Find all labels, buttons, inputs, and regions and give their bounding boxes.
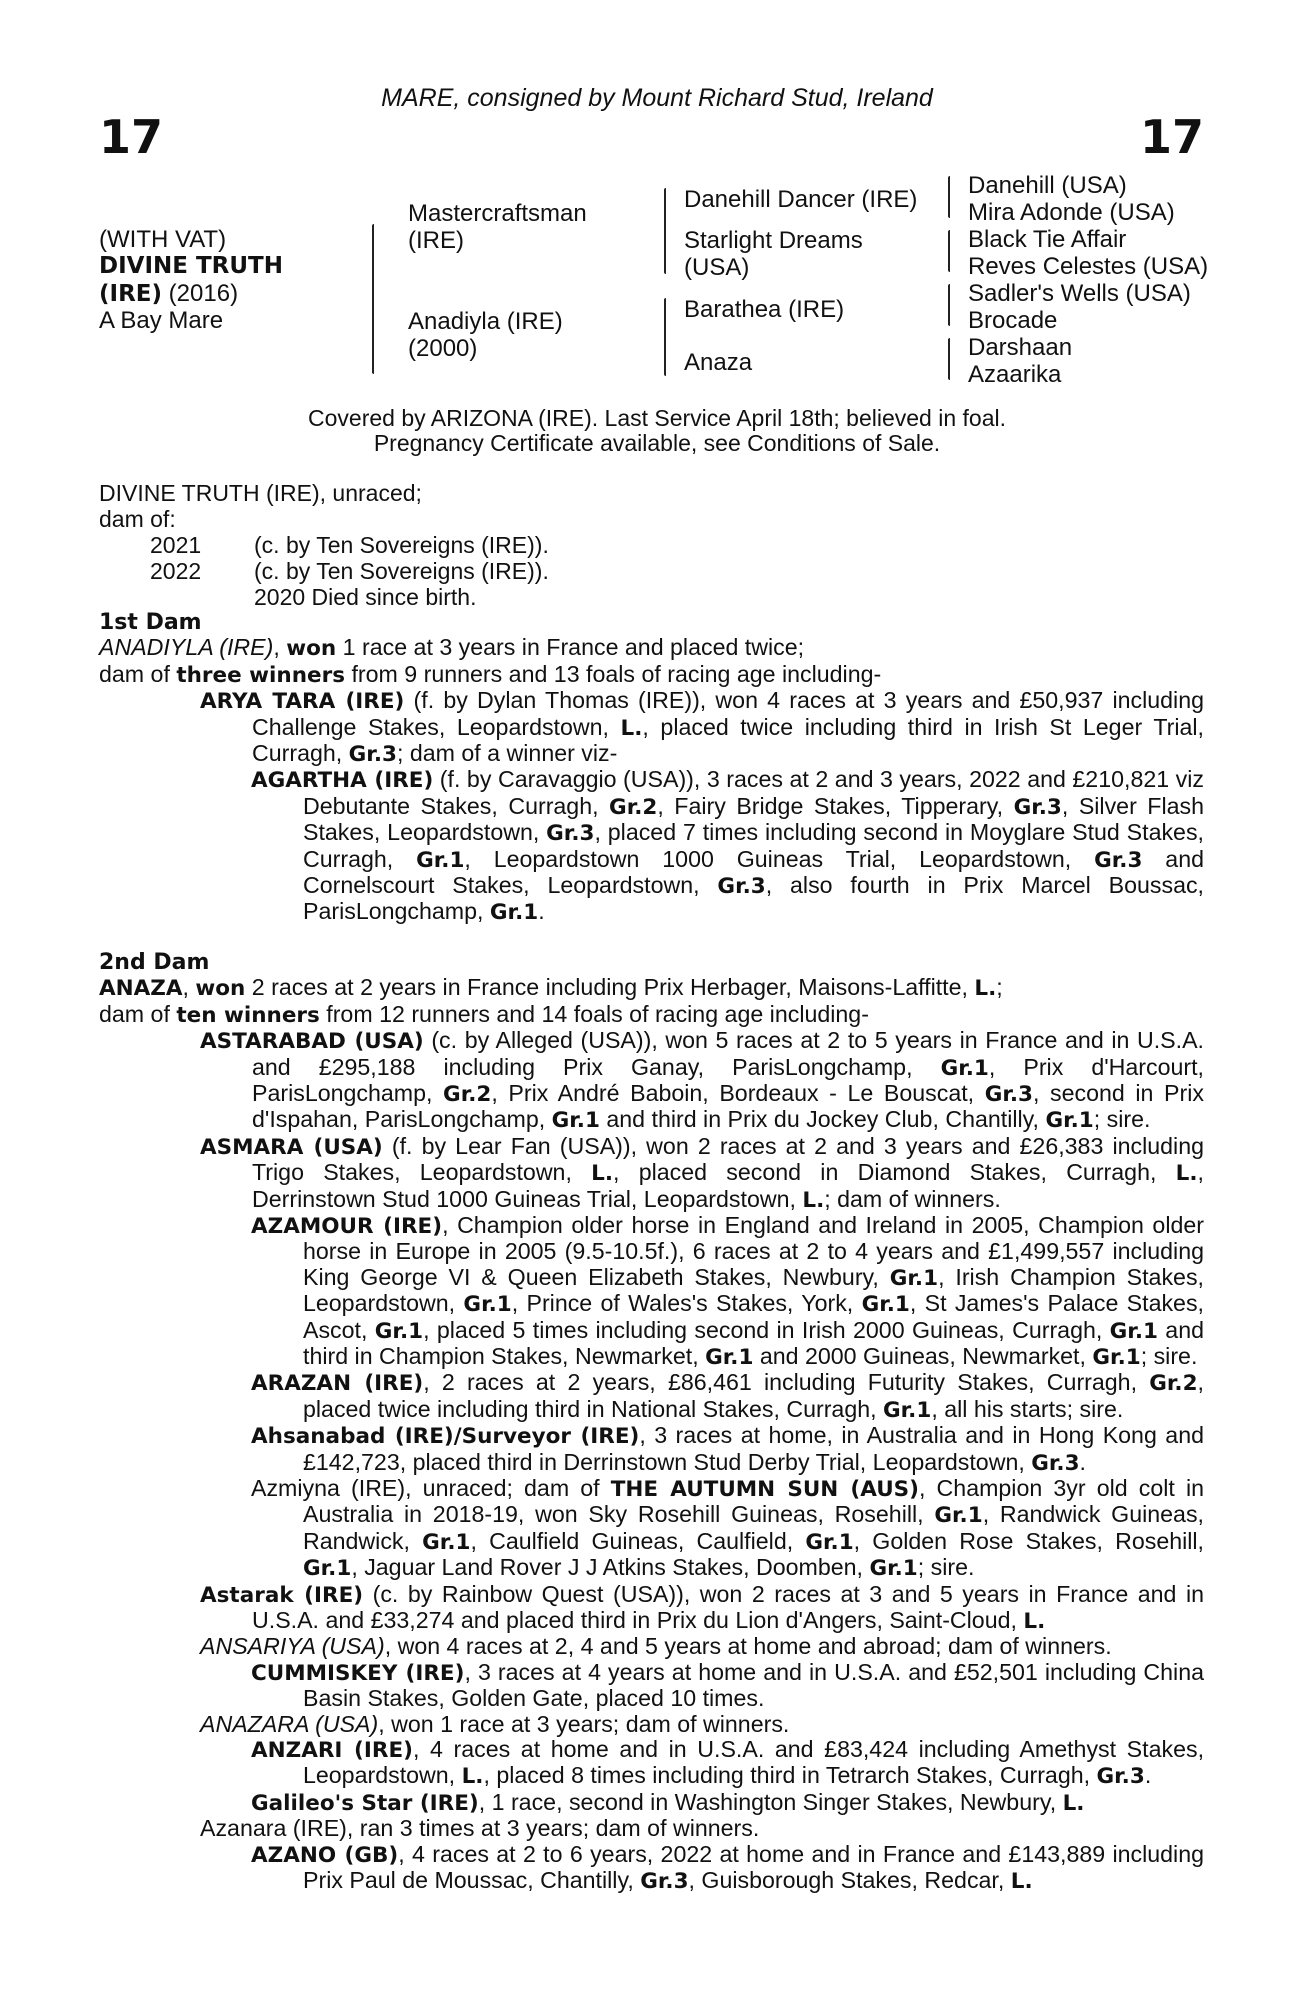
dam-sire: Barathea (IRE) xyxy=(684,296,845,323)
text: . xyxy=(1144,1762,1152,1789)
text: from 12 runners and 14 foals of racing age including- xyxy=(319,1000,869,1027)
text: (c. by Alleged (USA)), won 5 races at 2 to 5 years in France and in U.S.A. and £295,188 including Prix Ganay, ParisLongchamp, xyxy=(252,1027,1204,1080)
bold-text: L. xyxy=(802,1187,825,1213)
text: ; sire. xyxy=(917,1554,975,1581)
produce-damof: dam of: xyxy=(99,506,176,532)
produce-text: 2020 Died since birth. xyxy=(254,584,477,610)
bold-text: three winners xyxy=(176,662,346,688)
pedigree-entry xyxy=(99,1737,1204,1790)
bold-text: Gr.1 xyxy=(1092,1344,1141,1370)
text: , Jaguar Land Rover J J Atkins Stakes, Doomben, xyxy=(351,1554,870,1581)
bold-text: Gr.2 xyxy=(609,794,658,820)
text: ; dam of a winner viz- xyxy=(396,740,618,767)
text: , 2 races at 2 years, £86,461 including Futurity Stakes, Curragh, xyxy=(423,1369,1150,1396)
second-dam-body xyxy=(99,975,1204,1894)
bold-text: Gr.1 xyxy=(940,1055,989,1081)
text: , also fourth in Prix Marcel Boussac, ParisLongchamp, xyxy=(303,872,1204,925)
text: , placed twice including third in Irish St Leger Trial, Curragh, xyxy=(252,713,1204,767)
bold-text: AGARTHA (IRE) xyxy=(251,768,434,794)
bold-text: ARYA TARA (IRE) xyxy=(200,689,405,715)
pedigree-entry xyxy=(99,1582,1204,1635)
horse-origin-year: (IRE) (2016) xyxy=(99,280,239,307)
text: , Prix André Baboin, Bordeaux - Le Bouscat, xyxy=(491,1079,985,1106)
text: 1 race at 3 years in France and placed twice; xyxy=(336,634,805,661)
bold-text: Gr.1 xyxy=(463,1292,512,1318)
produce-row xyxy=(150,532,549,558)
bold-text: AZAMOUR (IRE) xyxy=(251,1213,443,1239)
brace-main xyxy=(372,224,374,374)
text: , Champion older horse in England and Ireland in 2005, Champion older horse in Europe in 2005 (9.5-10.5f.), 6 races at 2 to 4 years and £1,499,557 including King George VI & Queen Elizabeth Stakes, Newbury, xyxy=(303,1211,1204,1290)
text: ; sire. xyxy=(1140,1342,1198,1369)
text: , won 4 races at 2, 4 and 5 years at home and abroad; dam of winners. xyxy=(384,1633,1112,1660)
brace-dam xyxy=(664,298,666,376)
text: , 4 races at 2 to 6 years, 2022 at home and in France and £143,889 including Prix Paul de Moussac, Chantilly, xyxy=(303,1840,1205,1894)
pedigree-entry xyxy=(99,1634,1204,1659)
pedigree-entry xyxy=(99,1712,1204,1737)
pedigree-entry xyxy=(99,1370,1204,1423)
text: , placed 5 times including second in Irish 2000 Guineas, Curragh, xyxy=(423,1316,1110,1343)
text: , xyxy=(273,634,287,661)
pedigree-entry xyxy=(99,688,1204,767)
bold-text: won xyxy=(195,976,246,1002)
text: , Caulfield Guineas, Caulfield, xyxy=(470,1527,806,1554)
text: , Champion 3yr old colt in Australia in 2018-19, won Sky Rosehill Guineas, Rosehill, xyxy=(303,1475,1204,1528)
pedigree-entry xyxy=(99,1134,1204,1213)
bold-text: Gr.3 xyxy=(1031,1450,1080,1476)
sire-origin: (IRE) xyxy=(408,227,464,254)
text: , Irish Champion Stakes, Leopardstown, xyxy=(303,1263,1204,1317)
pedigree-entry xyxy=(99,1790,1204,1816)
horse-vat: (WITH VAT) xyxy=(99,226,227,253)
produce-row xyxy=(150,584,549,610)
gen3-6: Brocade xyxy=(968,307,1058,334)
pedigree-entry xyxy=(99,1028,1204,1134)
produce-row xyxy=(150,558,549,584)
bold-text: Galileo's Star (IRE) xyxy=(251,1790,479,1816)
bold-text: THE AUTUMN SUN (AUS) xyxy=(610,1477,919,1502)
text: and third in Prix du Jockey Club, Chantilly, xyxy=(599,1106,1046,1133)
consignor-header: MARE, consigned by Mount Richard Stud, Ireland xyxy=(381,84,933,112)
bold-text: Astarak (IRE) xyxy=(200,1582,364,1608)
covered-line-2: Pregnancy Certificate available, see Conditions of Sale. xyxy=(373,430,941,456)
pedigree-entry xyxy=(99,635,1204,661)
pedigree-entry xyxy=(99,1660,1204,1712)
text: . xyxy=(1079,1448,1086,1475)
bold-text: Ahsanabad (IRE)/Surveyor (IRE) xyxy=(251,1424,640,1450)
dam-sections xyxy=(99,610,1204,1895)
pedigree-entry xyxy=(99,1842,1204,1895)
text: , 3 races at home, in Australia and in Hong Kong and £142,723, placed third in Derrinstown Stud Derby Trial, Leopardstown, xyxy=(303,1422,1204,1475)
bold-text: Gr.1 xyxy=(1045,1108,1094,1134)
pedigree-entry xyxy=(99,975,1204,1001)
horse-name: DIVINE TRUTH xyxy=(99,253,283,279)
bold-text: Gr.1 xyxy=(303,1556,352,1582)
bold-text: L. xyxy=(1175,1161,1198,1187)
pedigree-entry xyxy=(99,662,1204,688)
bold-text: ten winners xyxy=(176,1002,320,1028)
sire-dam: Starlight Dreams xyxy=(684,227,863,254)
dam-dam: Anaza xyxy=(684,349,753,376)
text: , Golden Rose Stakes, Rosehill, xyxy=(853,1527,1205,1554)
pedigree-entry xyxy=(99,1002,1204,1028)
produce-text: (c. by Ten Sovereigns (IRE)). xyxy=(254,558,549,584)
pedigree-entry xyxy=(99,1213,1204,1370)
bold-text: Gr.3 xyxy=(717,874,766,900)
bold-text: L. xyxy=(620,715,643,741)
brace-g3-1 xyxy=(948,176,950,218)
gen3-7: Darshaan xyxy=(968,334,1073,361)
text: , Leopardstown 1000 Guineas Trial, Leopardstown, xyxy=(464,845,1095,872)
bold-text: Gr.1 xyxy=(374,1318,424,1344)
dam-year: (2000) xyxy=(408,335,478,362)
text: ; xyxy=(996,974,1003,1001)
text: , placed second in Diamond Stakes, Curragh, xyxy=(613,1159,1176,1186)
pedigree-entry xyxy=(99,1423,1204,1476)
bold-text: Gr.2 xyxy=(1149,1371,1198,1397)
bold-text: won xyxy=(286,636,337,662)
text: (f. by Dylan Thomas (IRE)), won 4 races at 3 years and £50,937 including Challenge Stakes, Leopardstown, xyxy=(252,687,1204,740)
sire-dam-origin: (USA) xyxy=(684,254,750,281)
produce-list xyxy=(150,532,549,610)
sire-sire: Danehill Dancer (IRE) xyxy=(684,186,918,213)
text: , Fairy Bridge Stakes, Tipperary, xyxy=(657,792,1014,819)
bold-text: Gr.1 xyxy=(705,1344,754,1370)
text: ; sire. xyxy=(1093,1106,1151,1133)
gen3-1: Danehill (USA) xyxy=(968,172,1127,199)
brace-g3-2 xyxy=(948,230,950,272)
bold-text: Gr.1 xyxy=(889,1265,939,1291)
produce-text: (c. by Ten Sovereigns (IRE)). xyxy=(254,532,549,558)
text: from 9 runners and 13 foals of racing age including- xyxy=(345,660,882,687)
bold-text: ASMARA (USA) xyxy=(200,1134,383,1160)
text: , placed 8 times including third in Tetrarch Stakes, Curragh, xyxy=(483,1762,1097,1789)
text: , second in Prix d'Ispahan, ParisLongchamp, xyxy=(252,1079,1204,1133)
text: (f. by Caravaggio (USA)), 3 races at 2 and 3 years, 2022 and £210,821 viz Debutante Stakes, Curragh, xyxy=(303,766,1204,819)
text: , 3 races at 4 years at home and in U.S.A. and £52,501 including China Basin Stakes, Golden Gate, placed 10 times. xyxy=(303,1658,1205,1712)
bold-text: L. xyxy=(1023,1609,1046,1635)
bold-text: Gr.1 xyxy=(1109,1318,1158,1344)
bold-text: Gr.1 xyxy=(869,1556,918,1582)
bold-text: Gr.1 xyxy=(883,1397,932,1423)
bold-text: ANAZA xyxy=(99,976,183,1002)
text: (f. by Lear Fan (USA)), won 2 races at 2 and 3 years and £26,383 including Trigo Stakes, Leopardstown, xyxy=(252,1132,1204,1186)
text: Azmiyna (IRE), unraced; dam of xyxy=(251,1475,611,1501)
bold-text: Gr.3 xyxy=(984,1081,1034,1107)
first-dam-body xyxy=(99,635,1204,925)
text: and Cornelscourt Stakes, Leopardstown, xyxy=(303,845,1204,899)
italic-text: ANSARIYA (USA) xyxy=(200,1633,385,1660)
pedigree-entry xyxy=(99,1476,1204,1582)
first-dam-heading: 1st Dam xyxy=(99,610,202,635)
text: . xyxy=(538,898,545,925)
bold-text: L. xyxy=(1062,1790,1085,1816)
gen3-2: Mira Adonde (USA) xyxy=(968,199,1175,226)
bold-text: L. xyxy=(461,1764,484,1790)
text: , Prince of Wales's Stakes, York, xyxy=(511,1290,862,1317)
bold-text: Gr.1 xyxy=(934,1503,983,1529)
text: dam of xyxy=(99,660,177,687)
horse-description: A Bay Mare xyxy=(99,307,224,334)
bold-text: ARAZAN (IRE) xyxy=(251,1371,424,1397)
text: , St James's Palace Stakes, Ascot, xyxy=(303,1290,1204,1343)
text: , Derrinstown Stud 1000 Guineas Trial, Leopardstown, xyxy=(252,1159,1204,1212)
bold-text: Gr.3 xyxy=(546,821,595,847)
second-dam-heading: 2nd Dam xyxy=(99,949,210,975)
bold-text: Gr.1 xyxy=(489,900,539,926)
text: , Randwick Guineas, Randwick, xyxy=(303,1501,1204,1554)
text: (c. by Rainbow Quest (USA)), won 2 races at 3 and 5 years in France and in U.S.A. and £33,274 and placed third in Prix du Lion d'Angers, Saint-Cloud, xyxy=(252,1580,1204,1634)
bold-text: Gr.1 xyxy=(416,847,465,873)
produce-year: 2021 xyxy=(150,532,202,558)
text: and 2000 Guineas, Newmarket, xyxy=(753,1342,1093,1369)
produce-year: 2022 xyxy=(150,558,202,584)
bold-text: Gr.1 xyxy=(805,1529,854,1555)
text: , xyxy=(182,974,196,1001)
gen3-3: Black Tie Affair xyxy=(968,226,1127,253)
text: Azanara (IRE), ran 3 times at 3 years; dam of winners. xyxy=(200,1815,760,1842)
text: , placed 7 times including second in Moyglare Stud Stakes, Curragh, xyxy=(303,819,1204,872)
dam-name: Anadiyla (IRE) xyxy=(408,308,563,335)
text: , Prix d'Harcourt, ParisLongchamp, xyxy=(252,1053,1204,1106)
lot-number-left: 17 xyxy=(99,110,164,164)
pedigree-entry xyxy=(99,767,1204,925)
bold-text: Gr.3 xyxy=(1094,847,1143,873)
text: , Silver Flash Stakes, Leopardstown, xyxy=(303,792,1204,846)
bold-text: Gr.3 xyxy=(1013,794,1062,820)
sire-name: Mastercraftsman xyxy=(408,200,587,227)
covered-line-1: Covered by ARIZONA (IRE). Last Service April 18th; believed in foal. xyxy=(308,405,1006,431)
text: , placed twice including third in National Stakes, Curragh, xyxy=(303,1369,1204,1422)
bold-text: L. xyxy=(974,976,997,1002)
bold-text: ANZARI (IRE) xyxy=(251,1738,413,1764)
bold-text: Gr.3 xyxy=(348,742,397,768)
brace-sire xyxy=(664,188,666,274)
brace-g3-4 xyxy=(948,338,950,380)
bold-text: L. xyxy=(591,1161,614,1187)
produce-year xyxy=(150,584,254,610)
bold-text: Gr.2 xyxy=(443,1081,492,1107)
produce-intro: DIVINE TRUTH (IRE), unraced; xyxy=(99,480,422,506)
gen3-4: Reves Celestes (USA) xyxy=(968,253,1209,280)
text: ; dam of winners. xyxy=(824,1185,1001,1212)
bold-text: Gr.1 xyxy=(861,1292,910,1318)
gen3-8: Azaarika xyxy=(968,361,1062,388)
italic-text: ANAZARA (USA) xyxy=(200,1710,379,1737)
text: dam of xyxy=(99,1000,177,1027)
bold-text: Gr.3 xyxy=(640,1869,689,1895)
bold-text: CUMMISKEY (IRE) xyxy=(251,1660,465,1686)
bold-text: ASTARABAD (USA) xyxy=(200,1029,424,1055)
text: , won 1 race at 3 years; dam of winners. xyxy=(378,1710,790,1737)
text: , all his starts; sire. xyxy=(931,1395,1124,1422)
gen3-5: Sadler's Wells (USA) xyxy=(968,280,1191,307)
italic-text: ANADIYLA (IRE) xyxy=(99,634,274,661)
text: 2 races at 2 years in France including Prix Herbager, Maisons-Laffitte, xyxy=(245,974,975,1001)
text: , Guisborough Stakes, Redcar, xyxy=(688,1867,1011,1894)
text: , 4 races at home and in U.S.A. and £83,424 including Amethyst Stakes, Leopardstown, xyxy=(303,1736,1205,1789)
bold-text: AZANO (GB) xyxy=(251,1842,399,1868)
brace-g3-3 xyxy=(948,284,950,326)
text: and third in Champion Stakes, Newmarket, xyxy=(303,1316,1204,1369)
bold-text: Gr.1 xyxy=(551,1108,600,1134)
text: , 1 race, second in Washington Singer Stakes, Newbury, xyxy=(478,1788,1063,1815)
bold-text: L. xyxy=(1010,1869,1033,1895)
bold-text: Gr.1 xyxy=(422,1529,471,1555)
lot-number-right: 17 xyxy=(1139,110,1204,164)
pedigree-entry xyxy=(99,1816,1204,1841)
bold-text: Gr.3 xyxy=(1096,1764,1145,1790)
